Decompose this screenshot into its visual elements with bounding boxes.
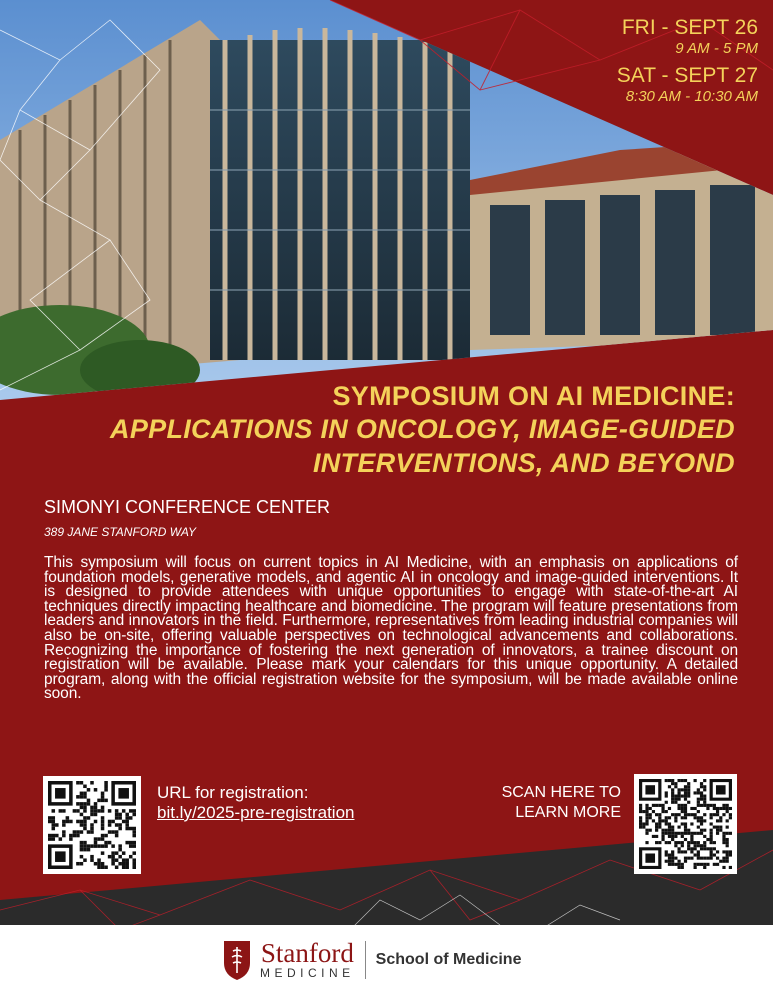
school-name: School of Medicine xyxy=(375,951,522,968)
scan-instruction xyxy=(502,783,621,823)
footer xyxy=(0,925,773,1000)
event-description: This symposium will focus on current topics in AI Medicine, with an emphasis on applications of foundation models, generative models, and agentic AI in oncology and image-guided interventions. It is designed to provide attendees with unique opportunities to engage with state-of-the-art AI techniques directly impacting healthcare and biomedicine. The program will feature presentations from leaders and innovators in the field. Furthermore, representatives from leading industrial companies will also be on-site, offering valuable perspectives on technological advancements and collaborations. Recognizing the importance of fostering the next generation of innovators, a trainee discount on registration will be available. Please mark your calendars for this unique opportunity. A detailed program, along with the official registration website for the symposium, will be made available online soon. xyxy=(44,554,738,703)
event-title xyxy=(15,380,735,480)
brand-name: Stanford xyxy=(260,938,354,968)
title-line-2: APPLICATIONS IN ONCOLOGY, IMAGE-GUIDED xyxy=(110,414,735,444)
registration-qr-code[interactable] xyxy=(43,776,141,874)
registration-link[interactable]: bit.ly/2025-pre-registration xyxy=(157,803,355,822)
title-line-3: INTERVENTIONS, AND BEYOND xyxy=(312,448,735,478)
brand-subtitle: MEDICINE xyxy=(260,966,355,980)
stanford-shield-icon xyxy=(222,939,252,981)
date-day-2: SAT - SEPT 27 xyxy=(616,64,758,87)
date-day-1: FRI - SEPT 26 xyxy=(621,16,758,39)
venue-address: 389 JANE STANFORD WAY xyxy=(44,525,197,539)
title-line-1: SYMPOSIUM ON AI MEDICINE: xyxy=(332,381,735,411)
date-time-2: 8:30 AM - 10:30 AM xyxy=(625,88,758,105)
stanford-medicine-logo[interactable] xyxy=(222,939,521,981)
event-dates xyxy=(617,16,758,112)
learn-more-qr-code[interactable] xyxy=(634,774,737,874)
scan-line-1: SCAN HERE TO xyxy=(501,784,621,801)
logo-divider xyxy=(365,941,366,979)
venue-name: SIMONYI CONFERENCE CENTER xyxy=(44,497,331,517)
date-time-1: 9 AM - 5 PM xyxy=(675,40,758,57)
registration-label: URL for registration: xyxy=(157,783,309,802)
scan-line-2: LEARN MORE xyxy=(515,804,621,821)
